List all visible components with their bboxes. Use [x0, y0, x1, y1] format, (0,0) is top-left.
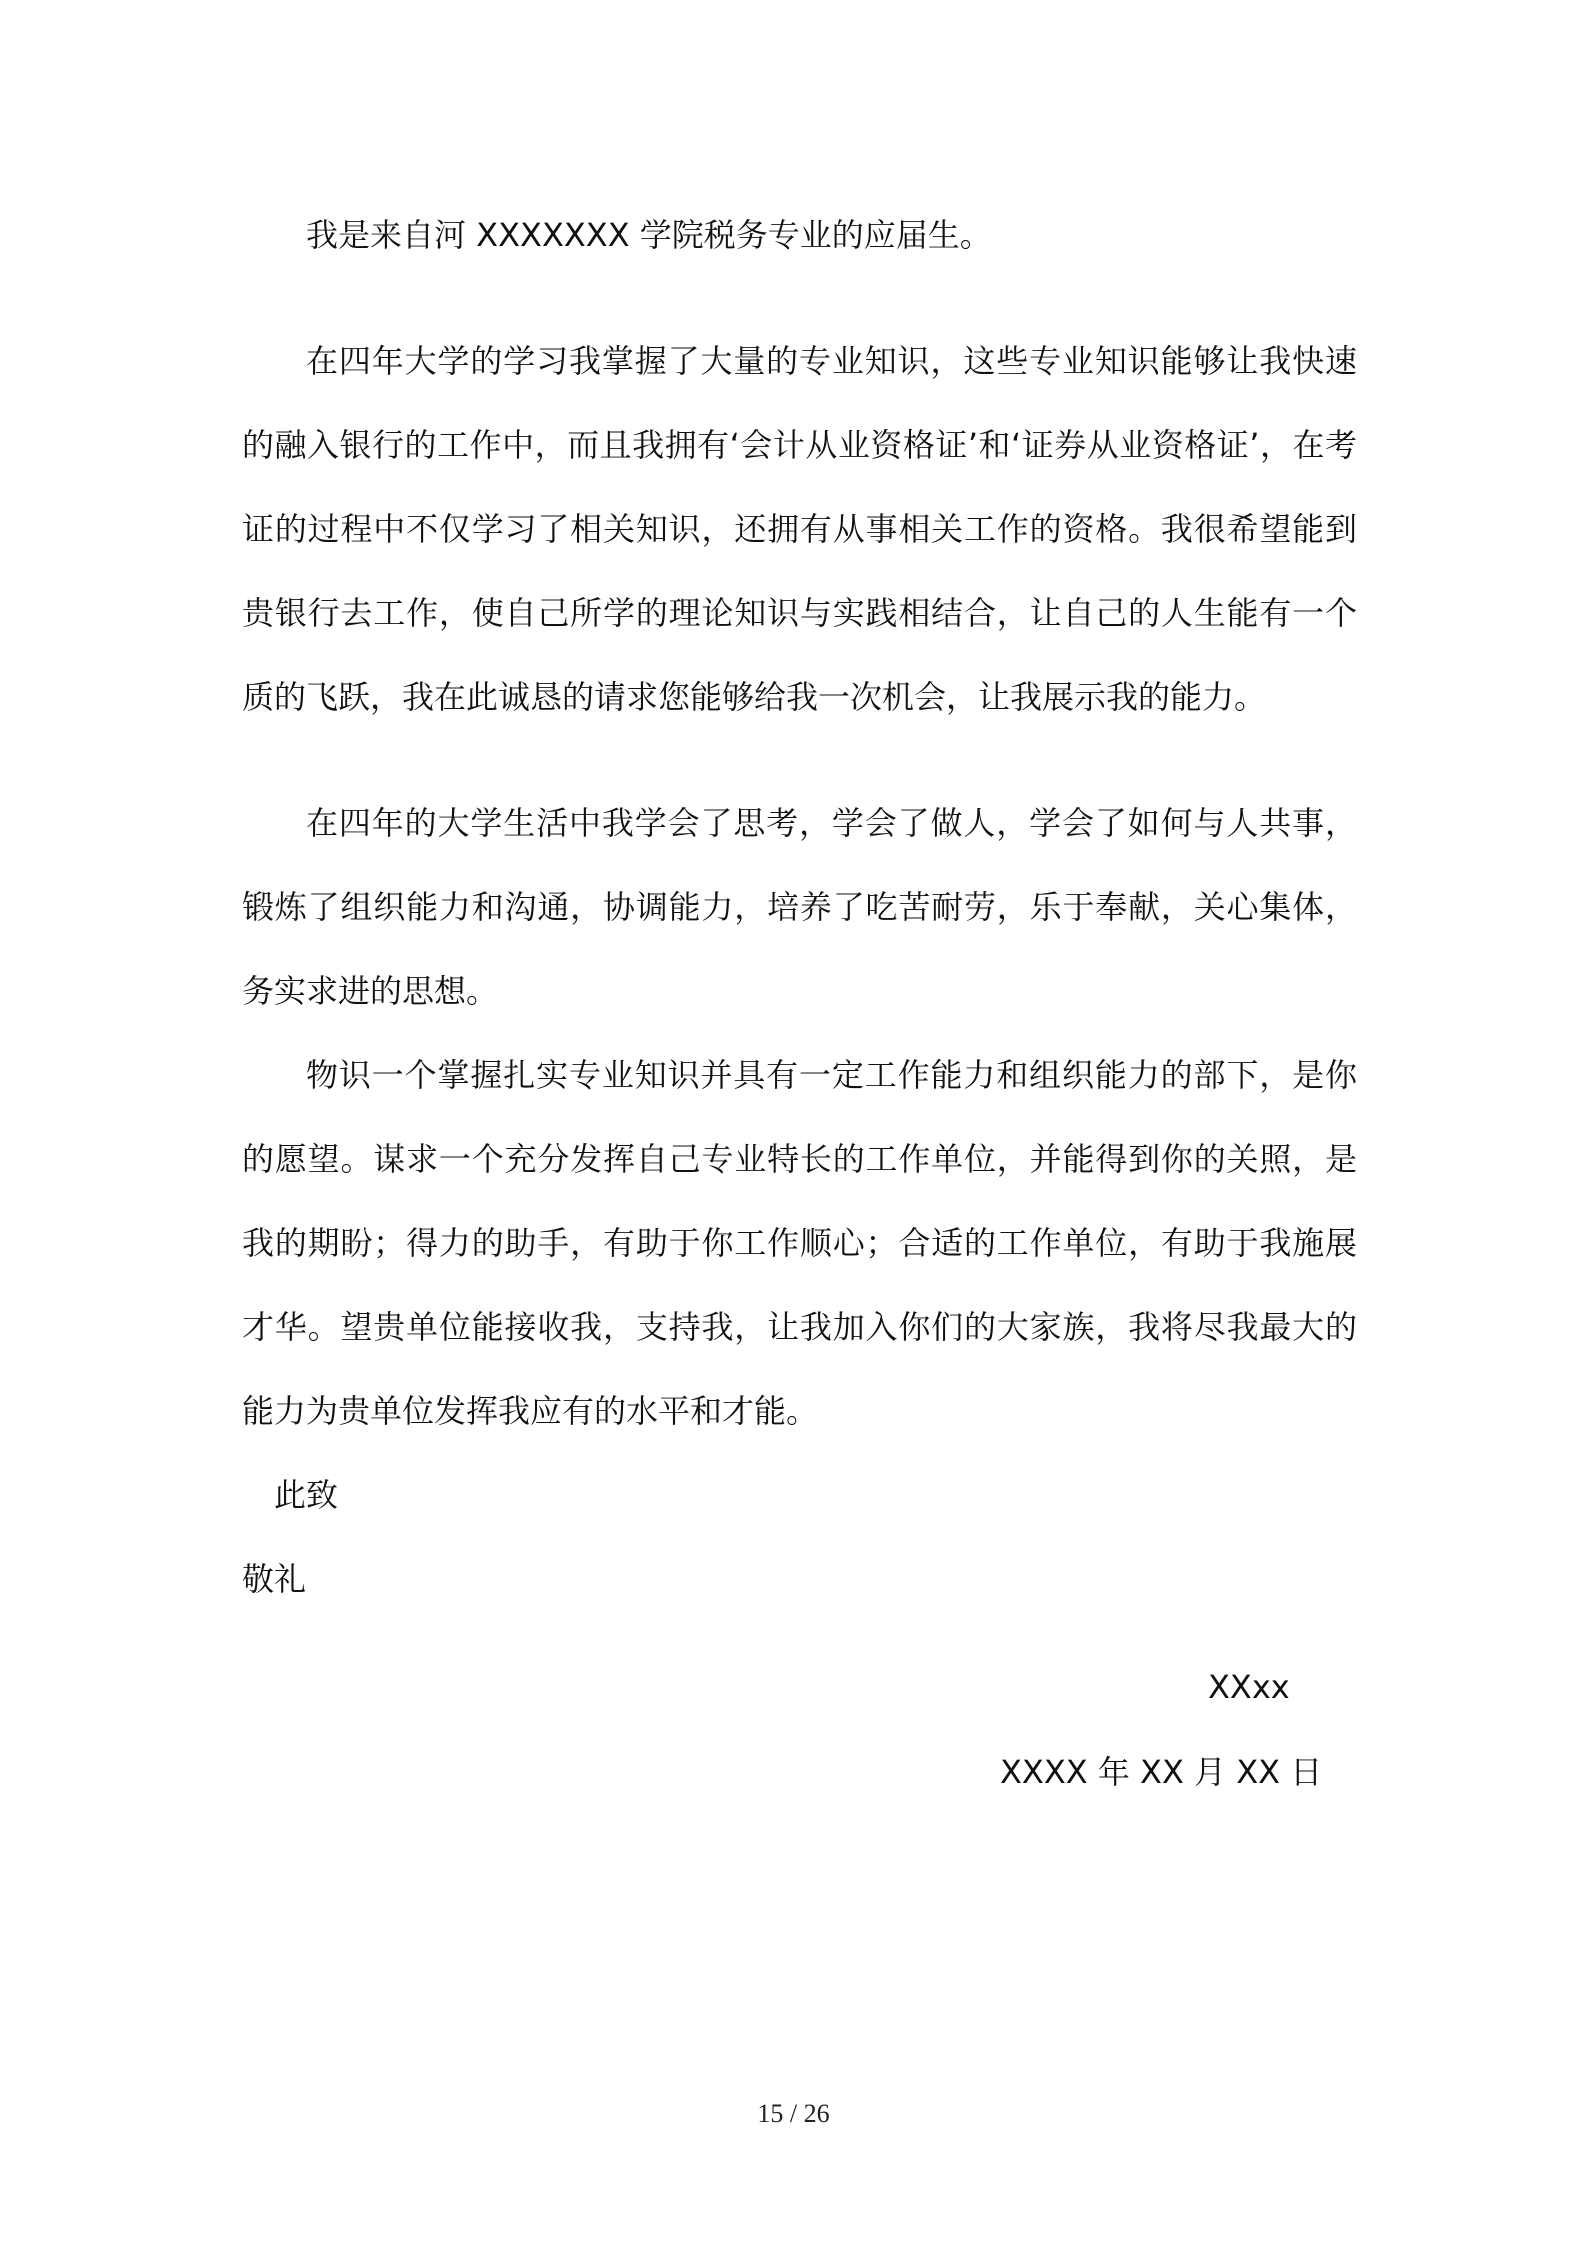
paragraph-university-life: 在四年的大学生活中我学会了思考，学会了做人，学会了如何与人共事，锻炼了组织能力和沟通，协调能力，培养了吃苦耐劳，乐于奉献，关心集体，务实求进的思想。: [242, 804, 1357, 1010]
closing-salutation: 此致: [274, 1476, 339, 1514]
closing-regards: 敬礼: [242, 1560, 307, 1598]
signature-name: XXxx: [1208, 1668, 1290, 1706]
letter-body: [242, 193, 1357, 1621]
signature-date: XXXX 年 XX 月 XX 日: [1000, 1753, 1323, 1791]
paragraph-intro: 我是来自河 XXXXXXX 学院税务专业的应届生。: [306, 216, 992, 254]
paragraph-aspiration: 物识一个掌握扎实专业知识并具有一定工作能力和组织能力的部下，是你的愿望。谋求一个充分发挥自己专业特长的工作单位，并能得到你的关照，是我的期盼；得力的助手，有助于你工作顺心；合适的工作单位，有助于我施展才华。望贵单位能接收我，支持我，让我加入你们的大家族，我将尽我最大的能力为贵单位发挥我应有的水平和才能。: [242, 1056, 1357, 1430]
page-number: 15 / 26: [757, 2099, 830, 2128]
paragraph-study: 在四年大学的学习我掌握了大量的专业知识，这些专业知识能够让我快速的融入银行的工作中，而且我拥有‘会计从业资格证’和‘证券从业资格证’，在考证的过程中不仅学习了相关知识，还拥有从事相关工作的资格。我很希望能到贵银行去工作，使自己所学的理论知识与实践相结合，让自己的人生能有一个质的飞跃，我在此诚恳的请求您能够给我一次机会，让我展示我的能力。: [242, 342, 1357, 716]
